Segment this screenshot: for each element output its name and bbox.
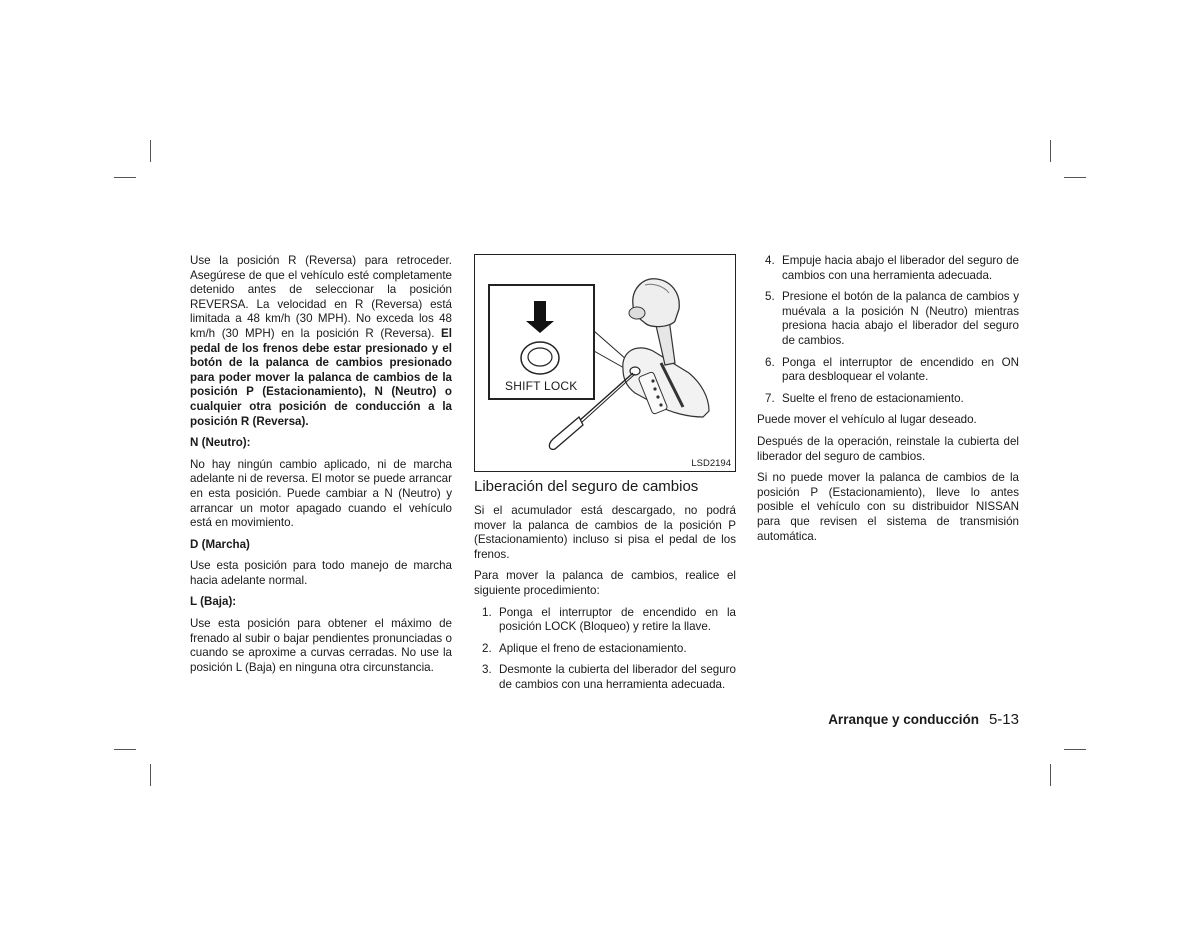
step-text: Ponga el interruptor de encendido en ON para desbloquear el volante.: [782, 355, 1019, 384]
lever-knob: [633, 279, 679, 327]
step-number: 7.: [765, 391, 775, 405]
figure-code: LSD2194: [691, 458, 731, 469]
crop-mark: [1050, 140, 1051, 162]
crop-mark: [150, 140, 151, 162]
paragraph: Después de la operación, reinstale la cubierta del liberador del seguro de cambios.: [757, 434, 1019, 463]
shift-lock-button-icon: [521, 342, 559, 374]
step-number: 5.: [765, 290, 775, 304]
shift-lever-illustration: [475, 255, 737, 473]
crop-mark: [114, 177, 136, 178]
shift-lock-figure: [474, 254, 736, 472]
step-item: [757, 356, 1019, 385]
column-right: [757, 254, 1019, 551]
reverse-intro: Use la posición R (Reversa) para retroceder. Asegúrese de que el vehículo esté completamente detenido antes de seleccionar la posición REVERSA. La velocidad en R (Reversa) está limitada a 48 km/h (30 MPH). No exceda los 48 km/h (30 MPH) en la posición R (Reversa).: [190, 254, 452, 340]
neutral-text: No hay ningún cambio aplicado, ni de marcha adelante ni de reversa. El motor se puede arrancar en esta posición. Puede cambiar a N (Neutro) y arrancar un motor apagado cuando el vehículo está en movimiento.: [190, 457, 452, 530]
neutral-heading: N (Neutro):: [190, 436, 251, 450]
step-item: [757, 392, 1019, 407]
step-number: 6.: [765, 355, 775, 369]
reverse-warning: El pedal de los frenos debe estar presionado y el botón de la palanca de cambios presionado para poder mover la palanca de cambios de la posición P (Estacionamiento), N (Neutro) o cualquier otra posición de conducción a la posición R (Reversa).: [190, 326, 452, 428]
paragraph: Puede mover el vehículo al lugar deseado.: [757, 413, 977, 427]
chapter-title: Arranque y conducción: [828, 712, 979, 727]
section-title: Liberación del seguro de cambios: [474, 478, 699, 495]
knob-button: [629, 307, 645, 319]
crop-mark: [1064, 749, 1086, 750]
step-text: Desmonte la cubierta del liberador del seguro de cambios con una herramienta adecuada.: [499, 663, 736, 691]
crop-mark: [150, 764, 151, 786]
step-item: [757, 290, 1019, 348]
column-left: [190, 254, 452, 682]
step-number: 4.: [765, 254, 775, 267]
step-item: [757, 254, 1019, 283]
step-number: 3.: [482, 663, 492, 677]
step-number: 2.: [482, 641, 492, 655]
paragraph: Para mover la palanca de cambios, realice el siguiente procedimiento:: [474, 569, 736, 597]
low-heading: L (Baja):: [190, 595, 237, 609]
step-text: Empuje hacia abajo el liberador del seguro de cambios con una herramienta adecuada.: [782, 254, 1019, 282]
step-item: [474, 642, 736, 657]
page-footer: [800, 711, 1019, 728]
step-text: Suelte el freno de estacionamiento.: [782, 391, 964, 405]
procedure-steps: [474, 606, 736, 693]
step-item: [474, 663, 736, 692]
column-middle: [474, 478, 736, 700]
shift-lock-label: SHIFT LOCK: [505, 379, 578, 393]
drive-heading: D (Marcha): [190, 537, 250, 551]
paragraph: Si el acumulador está descargado, no podrá mover la palanca de cambios de la posición P (Estacionamiento) incluso si pisa el pedal de los frenos.: [474, 504, 736, 561]
procedure-steps-continued: [757, 254, 1019, 406]
page-number: 5-13: [988, 711, 1019, 728]
low-text: Use esta posición para obtener el máximo de frenado al subir o bajar pendientes pronunciadas o cuando se aproxime a curvas cerradas. No use la posición L (Baja) en ninguna otra circunstancia.: [190, 617, 452, 674]
crop-mark: [114, 749, 136, 750]
step-number: 1.: [482, 605, 492, 619]
crop-mark: [1064, 177, 1086, 178]
step-text: Presione el botón de la palanca de cambios y muévala a la posición N (Neutro) mientras presiona hacia abajo el liberador del seguro de cambios.: [782, 290, 1019, 347]
crop-mark: [1050, 764, 1051, 786]
step-text: Ponga el interruptor de encendido en la posición LOCK (Bloqueo) y retire la llave.: [499, 605, 736, 634]
step-text: Aplique el freno de estacionamiento.: [499, 641, 687, 655]
paragraph: Si no puede mover la palanca de cambios de la posición P (Estacionamiento), lleve lo antes posible el vehículo con su distribuidor NISSAN para que revisen el sistema de transmisión automática.: [757, 471, 1019, 543]
reverse-paragraph: [190, 254, 452, 429]
drive-text: Use esta posición para todo manejo de marcha hacia adelante normal.: [190, 559, 452, 587]
step-item: [474, 606, 736, 635]
